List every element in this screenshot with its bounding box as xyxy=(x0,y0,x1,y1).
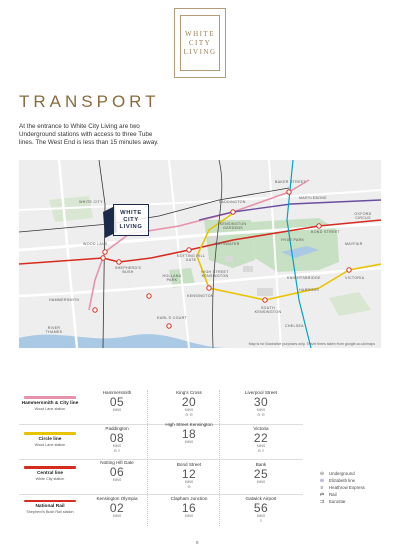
line-national-rail xyxy=(19,500,81,514)
station-white-city xyxy=(101,256,105,260)
destination-name: Liverpool Street xyxy=(244,390,278,395)
station-shepherds-bush xyxy=(117,260,121,264)
destination-name: King's Cross xyxy=(176,390,202,395)
brand-logo-frame xyxy=(180,15,220,71)
map-label-holland-park: HOLLAND PARK xyxy=(162,274,182,283)
key-item xyxy=(317,491,365,498)
station-high-street-kensington xyxy=(207,286,211,290)
map-label-chelsea: CHELSEA xyxy=(285,324,304,328)
line-station: Shepherd's Bush Rail station xyxy=(26,509,74,514)
landmark-building xyxy=(225,256,233,262)
destination-card xyxy=(231,426,291,453)
travel-time: 02 xyxy=(109,501,125,516)
logo-word-living: LIVING xyxy=(183,47,217,56)
map-label-knightsbridge: KNIGHTSBRIDGE xyxy=(287,276,321,280)
row-divider xyxy=(19,459,303,460)
destination-card xyxy=(231,496,291,523)
white-city-living-marker xyxy=(113,204,149,236)
destination-name: High Street Kensington xyxy=(165,422,213,427)
transport-icons: ⊖ ⊖ xyxy=(185,412,193,418)
page-title: TRANSPORT xyxy=(19,92,160,111)
map-label-high-street-kensington: HIGH STREET KENSINGTON xyxy=(201,270,229,279)
station-wood-lane xyxy=(103,250,107,254)
destination-name: Bank xyxy=(255,462,267,467)
heathrow-express-icon: ≡ xyxy=(320,484,324,491)
map-label-hammersmith: HAMMERSMITH xyxy=(49,298,80,302)
destination-card xyxy=(231,462,291,484)
station-hammersmith xyxy=(93,308,97,312)
line-name: Hammersmith & City line xyxy=(21,401,79,406)
map-label-white-city: WHITE CITY xyxy=(79,200,103,204)
time-unit: MINS xyxy=(256,408,266,413)
destination-name: Bond Street xyxy=(176,462,202,467)
transport-map xyxy=(19,160,381,348)
map-label-shepherds-bush: SHEPHERD'S BUSH xyxy=(114,266,142,275)
map-label-harrods: HARRODS xyxy=(299,288,320,292)
station-paddington xyxy=(231,210,235,214)
travel-time: 12 xyxy=(181,467,197,482)
time-unit: MINS xyxy=(256,514,266,519)
time-unit: MINS xyxy=(256,480,266,485)
travel-time: 08 xyxy=(109,431,125,446)
logo-word-city: CITY xyxy=(188,38,212,47)
map-label-oxford-circus: OXFORD CIRCUS xyxy=(354,212,372,221)
line-name: National Rail xyxy=(35,504,65,509)
rail-icon: ⇄ xyxy=(319,491,325,498)
marker-word-white: WHITE xyxy=(120,209,142,216)
map-label-notting-hill-gate: NOTTING HILL GATE xyxy=(176,254,206,263)
column-divider xyxy=(147,390,148,526)
line-color-swatch xyxy=(24,500,76,502)
key-label: Eurostar xyxy=(329,499,346,504)
underground-icon: ⊖ xyxy=(319,470,325,477)
map-label-kensington-gardens: KENSINGTON GARDENS xyxy=(219,222,247,231)
time-unit: MINS xyxy=(184,408,194,413)
time-unit: MINS xyxy=(256,444,266,449)
time-unit: MINS xyxy=(112,408,122,413)
time-unit: MINS xyxy=(112,478,122,483)
travel-times-panel xyxy=(19,388,381,528)
destination-name: Victoria xyxy=(253,426,269,431)
destination-name: Gatwick Airport xyxy=(245,496,277,501)
logo-word-white: WHITE xyxy=(184,29,216,38)
destination-name: Clapham Junction xyxy=(170,496,208,501)
landmark-building xyxy=(243,266,253,272)
line-circle xyxy=(19,432,81,447)
time-unit: MINS xyxy=(112,444,122,449)
map-label-baker-street: BAKER STREET xyxy=(275,180,306,184)
column-divider xyxy=(219,390,220,526)
time-unit: MINS xyxy=(184,514,194,519)
map-label-earls-court: EARL'S COURT xyxy=(157,316,187,320)
time-unit: MINS xyxy=(184,440,194,445)
destination-name: Notting Hill Gate xyxy=(100,460,134,465)
map-label-bayswater: BAYSWATER xyxy=(215,242,240,246)
marker-word-living: LIVING xyxy=(119,223,143,230)
travel-time: 16 xyxy=(181,501,197,516)
map-label-mayfair: MAYFAIR xyxy=(345,242,363,246)
landmark-building xyxy=(257,288,273,296)
travel-time: 30 xyxy=(253,395,269,410)
station-kensington-olympia xyxy=(147,294,151,298)
travel-time: 56 xyxy=(253,501,269,516)
map-label-paddington: PADDINGTON xyxy=(219,200,246,204)
line-station: Wood Lane station xyxy=(34,406,66,411)
map-label-victoria: VICTORIA xyxy=(345,276,365,280)
destination-card xyxy=(87,426,147,453)
key-item xyxy=(317,477,365,484)
line-central xyxy=(19,466,81,481)
key-label: Underground xyxy=(329,471,355,476)
elizabeth-line-icon: ⊖ xyxy=(319,477,325,484)
line-color-swatch xyxy=(24,466,76,469)
eurostar-icon: ⇉ xyxy=(319,498,325,505)
destination-card xyxy=(87,390,147,412)
destination-card xyxy=(159,390,219,417)
line-station: Wood Lane station xyxy=(34,442,66,447)
transport-icons: ≡ xyxy=(259,518,263,524)
line-name: Central line xyxy=(36,471,64,476)
map-label-south-kensington: SOUTH KENSINGTON xyxy=(254,306,282,315)
destination-card xyxy=(159,462,219,489)
park-area-south xyxy=(329,292,371,316)
map-label-wood-lane: WOOD LANE xyxy=(83,242,108,246)
key-label: Rail xyxy=(329,492,337,497)
map-key xyxy=(317,470,365,505)
travel-time: 05 xyxy=(109,395,125,410)
travel-time: 25 xyxy=(253,467,269,482)
map-label-bond-street: BOND STREET xyxy=(311,230,340,234)
travel-time: 22 xyxy=(253,431,269,446)
line-name: Circle line xyxy=(38,437,62,442)
map-label-river-thames: RIVER THAMES xyxy=(45,326,63,335)
key-label: Elizabeth line xyxy=(329,478,356,483)
transport-icons: ⊖ ≡ xyxy=(257,448,265,454)
key-item xyxy=(317,470,365,477)
travel-time: 06 xyxy=(109,465,125,480)
station-baker-street xyxy=(287,190,291,194)
intro-paragraph: At the entrance to White City Living are two Underground stations with access to three Tube lines. The West End is less than 15 minutes away. xyxy=(19,123,159,147)
transport-icons: ⊖ ≡ xyxy=(113,448,121,454)
destination-name: Kensington Olympia xyxy=(96,496,138,501)
destination-name: Paddington xyxy=(105,426,129,431)
river-thames xyxy=(19,334,229,348)
line-station: White City station xyxy=(35,476,65,481)
map-label-kensington: KENSINGTON xyxy=(187,294,214,298)
line-color-swatch xyxy=(24,396,76,399)
travel-time: 20 xyxy=(181,395,197,410)
travel-time: 18 xyxy=(181,427,197,442)
map-disclaimer: Map is for illustrative purposes only. Travel times taken from google.co.uk/maps xyxy=(248,342,375,346)
key-item xyxy=(317,498,365,505)
destination-card xyxy=(231,390,291,417)
line-hammersmith-city xyxy=(19,396,81,411)
destination-card xyxy=(87,496,147,518)
brand-logo xyxy=(174,8,226,78)
line-color-swatch xyxy=(24,432,76,435)
time-unit: MINS xyxy=(112,514,122,519)
key-item xyxy=(317,484,365,491)
station-victoria xyxy=(347,268,351,272)
station-earls-court xyxy=(167,324,171,328)
destination-card xyxy=(159,422,219,444)
station-notting-hill-gate xyxy=(187,248,191,252)
transport-icons: ⊖ xyxy=(187,484,191,490)
marker-word-city: CITY xyxy=(123,216,139,223)
map-label-hyde-park: HYDE PARK xyxy=(281,238,305,242)
station-bond-street xyxy=(317,224,321,228)
destination-name: Hammersmith xyxy=(102,390,132,395)
time-unit: MINS xyxy=(184,480,194,485)
station-south-kensington xyxy=(263,298,267,302)
page-number: 8 xyxy=(196,540,199,545)
key-label: Heathrow Express xyxy=(329,485,365,490)
map-label-marylebone: MARYLEBONE xyxy=(299,196,327,200)
transport-icons: ⊖ ⊖ xyxy=(257,412,265,418)
destination-card xyxy=(87,460,147,482)
row-divider xyxy=(19,494,303,495)
road xyxy=(59,160,77,348)
destination-card xyxy=(159,496,219,518)
